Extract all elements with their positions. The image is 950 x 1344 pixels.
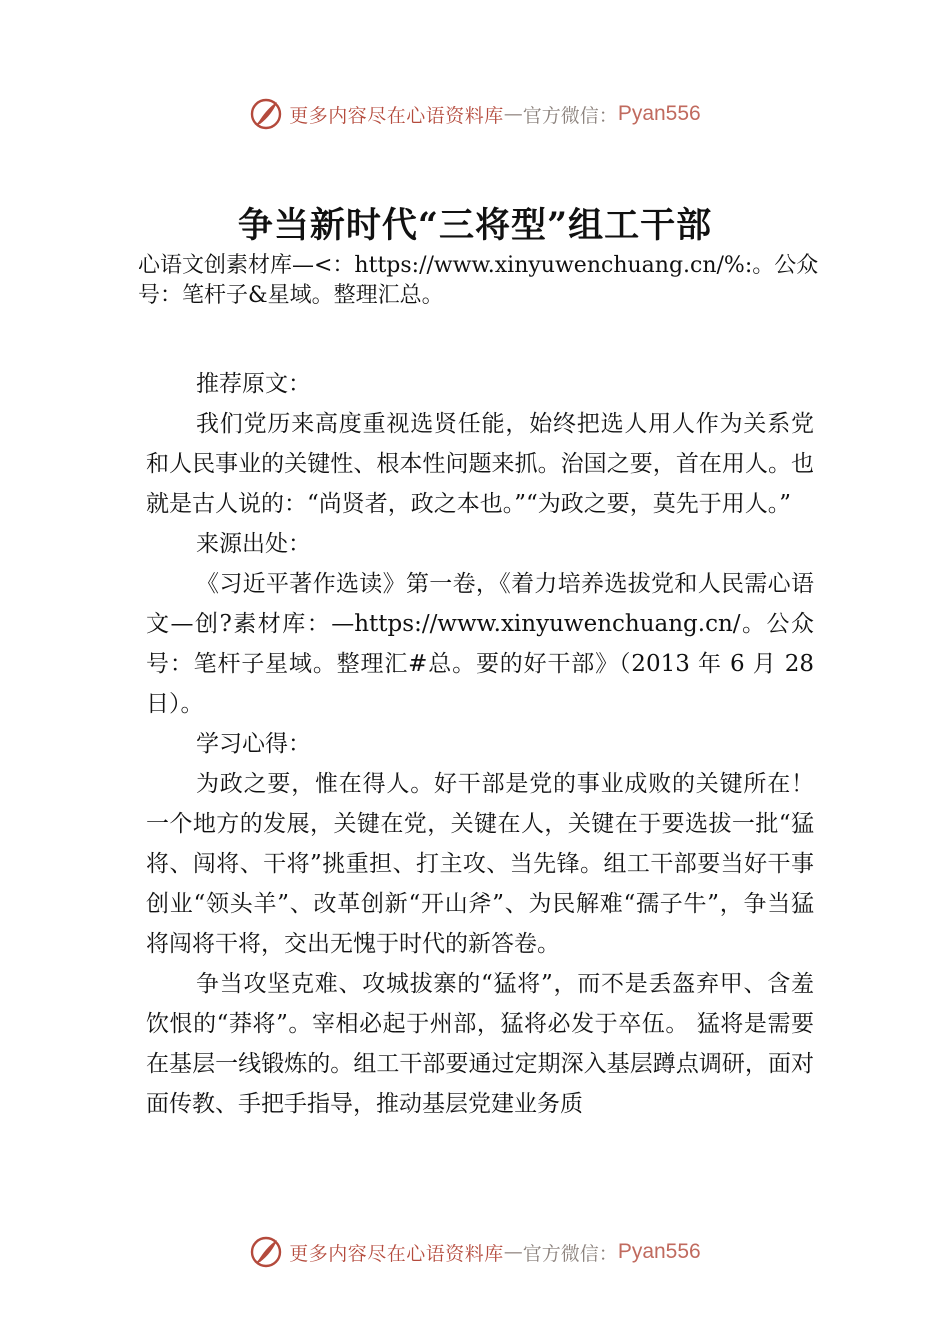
banner-wechat-label: 官方微信： [522,1242,618,1265]
quill-pen-logo-icon [249,97,283,131]
banner-wechat-id: Pyan556 [617,102,701,125]
source-citation-paragraph: 《习近平著作选读》第一卷，《着力培养选拔党和人民需心语文—创?素材库：—https://www.xinyuwenchuang.cn/。公众号：笔杆子星域。整理汇#总。要的好干部》（2013 年 6 月 28 日）。 [146,571,814,717]
banner-wechat-label: 官方微信： [522,104,618,127]
document-body [146,364,814,1124]
body-paragraph: 为政之要，惟在得人。好干部是党的事业成败的关键所在！一个地方的发展，关键在党，关键在人，关键在于要选拔一批“猛将、闯将、干将”挑重担、打主攻、当先锋。组工干部要当好干事创业“领头羊”、改革创新“开山斧”、为民解难“孺子牛”，争当猛将闯将干将，交出无愧于时代的新答卷。 [146,771,814,957]
banner-separator: — [503,1241,523,1263]
banner-text: 更多内容尽在心语资料库 [289,1242,504,1265]
header-watermark-banner [0,94,950,134]
document-source-line: 心语文创素材库—<：https://www.xinyuwenchuang.cn/%:。公众号：笔杆子&星域。整理汇总。 [138,253,819,308]
section-label-recommended: 推荐原文： [196,371,311,397]
section-label-insights: 学习心得： [196,731,311,757]
footer-watermark-banner [0,1232,950,1272]
banner-text: 更多内容尽在心语资料库 [289,104,504,127]
section-label-source: 来源出处： [196,531,311,557]
banner-wechat-id: Pyan556 [617,1240,701,1263]
body-paragraph: 争当攻坚克难、攻城拔寨的“猛将”，而不是丢盔弃甲、含羞饮恨的“莽将”。宰相必起于州部，猛将必发于卒伍。 猛将是需要在基层一线锻炼的。组工干部要通过定期深入基层蹲点调研，面对面传教、手把手指导，推动基层党建业务质 [146,971,814,1117]
quill-pen-logo-icon [249,1235,283,1269]
body-paragraph: 我们党历来高度重视选贤任能，始终把选人用人作为关系党和人民事业的关键性、根本性问题来抓。治国之要，首在用人。也就是古人说的：“尚贤者，政之本也。”“为政之要，莫先于用人。” [146,411,814,517]
document-title: 争当新时代“三将型”组工干部 [237,205,713,246]
banner-separator: — [503,103,523,125]
